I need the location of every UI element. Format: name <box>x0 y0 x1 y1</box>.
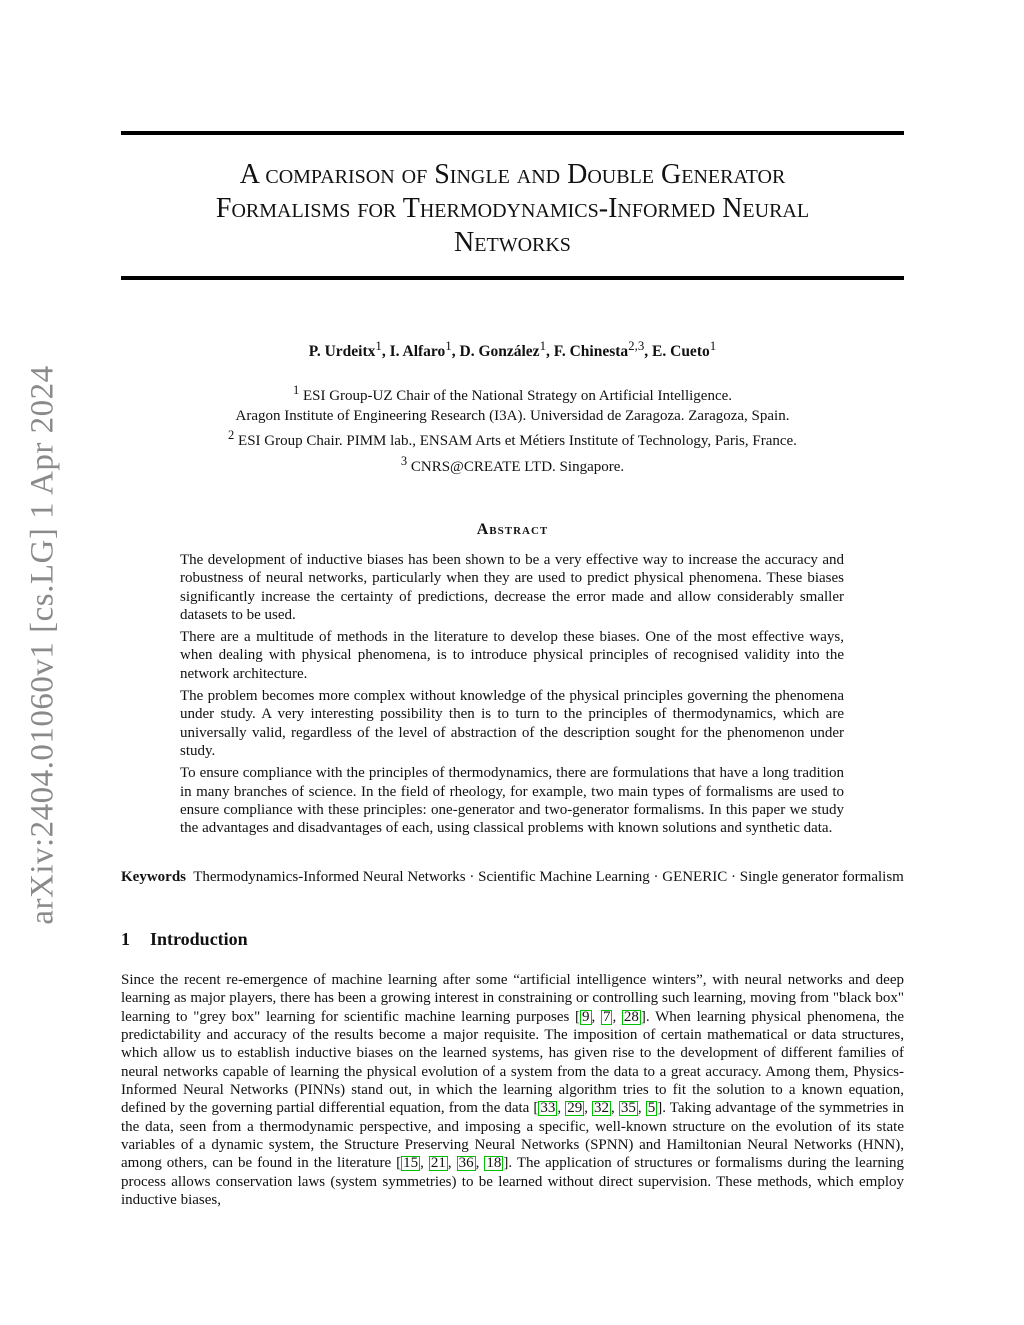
title-line-1: A comparison of Single and Double Generator <box>239 159 786 190</box>
citation-link[interactable]: 29 <box>567 1100 583 1117</box>
abstract-paragraph: To ensure compliance with the principles of thermodynamics, there are formulations that have a long tradition in many branches of science. In the field of rheology, for example, two main types of formalisms are used to ensure compliance with these principles: one-generator and two-generator formalisms. In this paper we study the advantages and disadvantages of each, using classical problems with known solutions and synthetic data. <box>180 765 844 837</box>
keywords-text: Thermodynamics-Informed Neural Networks · Scientific Machine Learning · GENERIC · Single generator formalism <box>193 869 904 885</box>
citation-link[interactable]: 28 <box>623 1008 639 1025</box>
citation-link[interactable]: 36 <box>458 1155 474 1172</box>
author: F. Chinesta$^{2,3}$ <box>553 338 645 361</box>
citation-link[interactable]: 15 <box>403 1155 419 1172</box>
citation-link[interactable]: 5 <box>647 1100 656 1117</box>
citation-link[interactable]: 18 <box>486 1155 502 1172</box>
author: P. Urdeitx$^1$ <box>308 338 382 361</box>
abstract-body <box>180 551 844 841</box>
section-heading-introduction <box>121 929 248 950</box>
paper-title <box>121 158 904 260</box>
citation-link[interactable]: 35 <box>620 1100 636 1117</box>
author: E. Cueto$^1$ <box>652 338 717 361</box>
citation-link[interactable]: 21 <box>430 1155 446 1172</box>
introduction-body <box>121 971 904 1209</box>
keywords-label: Keywords <box>121 869 186 885</box>
abstract-paragraph: There are a multitude of methods in the literature to develop these biases. One of the most effective ways, when dealing with physical phenomena, is to introduce physical principles of recognised validity into the network architecture. <box>180 629 844 682</box>
title-top-rule <box>121 131 904 135</box>
citation-link[interactable]: 7 <box>602 1008 611 1025</box>
title-line-2: Formalisms for Thermodynamics-Informed Neural <box>215 193 810 224</box>
title-bottom-rule <box>121 276 904 280</box>
author: I. Alfaro$^1$ <box>389 338 452 361</box>
citation-link[interactable]: 33 <box>540 1100 556 1117</box>
affiliation-line: $^3$ CNRS@CREATE LTD. Singapore. <box>400 453 625 475</box>
title-line-3: Networks <box>454 227 571 258</box>
abstract-paragraph: The problem becomes more complex without knowledge of the physical principles governing the phenomena under study. A very interesting possibility then is to turn to the principles of thermodynamics, which are universally valid, regardless of the level of abstraction of the description sought for the phenomenon under study. <box>180 688 844 759</box>
section-number: 1 <box>121 929 130 949</box>
introduction-paragraph: Since the recent re-emergence of machine learning after some “artificial intelligence winters”, with neural networks and deep learning as major players, there has been a growing interest in constraining or controlling such learning, moving from "black box" learning to "grey box" learning for scientific machine learning purposes [ 9 , 7 , 28 ]. When learning physical phenomena, the predictability and accuracy of the results become a major requisite. The imposition of certain mathematical or data structures, which allow us to establish inductive biases on the learned systems, has given rise to the development of different families of neural networks capable of learning the physical evolution of a system from the data to a great accuracy. Among them, Physics-Informed Neural Networks (PINNs) stand out, in which the learning algorithm tries to fit the solution to a known equation, defined by the governing partial differential equation, from the data [ 33 , 29 , 32 , 35 , 5 ]. Taking advantage of the symmetries in the data, seen from a thermodynamic perspective, and imposing a specific, well-known structure on the evolution of its state variables of a dynamic system, the Structure Preserving Neural Networks (SPNN) and Hamiltonian Neural Networks (HNN), among others, can be found in the literature [ 15 , 21 , 36 , 18 ]. The application of structures or formalisms during the learning process allows conservation laws (system symmetries) to be learned without direct supervision. These methods, which employ inductive biases, <box>121 972 905 1209</box>
affiliation-line: $^1$ ESI Group-UZ Chair of the National Strategy on Artificial Intelligence. <box>292 383 733 404</box>
keywords <box>121 868 904 887</box>
author-list: P. Urdeitx$^1$, I. Alfaro$^1$, D. González$^1$, F. Chinesta$^{2,3}$, E. Cueto$^1$ <box>308 338 717 361</box>
affiliations <box>121 381 904 477</box>
abstract-paragraph: The development of inductive biases has been shown to be a very effective way to increase the accuracy and robustness of neural networks, particularly when they are used to predict physical phenomena. These biases significantly increase the certainty of predictions, decrease the error made and allow considerably smaller datasets to be used. <box>180 552 844 623</box>
arxiv-identifier-stamp: arXiv:2404.01060v1 [cs.LG] 1 Apr 2024 <box>24 365 61 925</box>
section-title: Introduction <box>150 929 248 949</box>
affiliation-line: Aragon Institute of Engineering Research (I3A). Universidad de Zaragoza. Zaragoza, Spain. <box>235 407 790 424</box>
citation-link[interactable]: 32 <box>594 1100 610 1117</box>
citation-link[interactable]: 9 <box>582 1008 590 1025</box>
affiliation-line: $^2$ ESI Group Chair. PIMM lab., ENSAM Arts et Métiers Institute of Technology, Paris, France. <box>228 428 797 449</box>
author: D. González$^1$ <box>459 338 547 361</box>
abstract-heading: Abstract <box>476 521 549 538</box>
